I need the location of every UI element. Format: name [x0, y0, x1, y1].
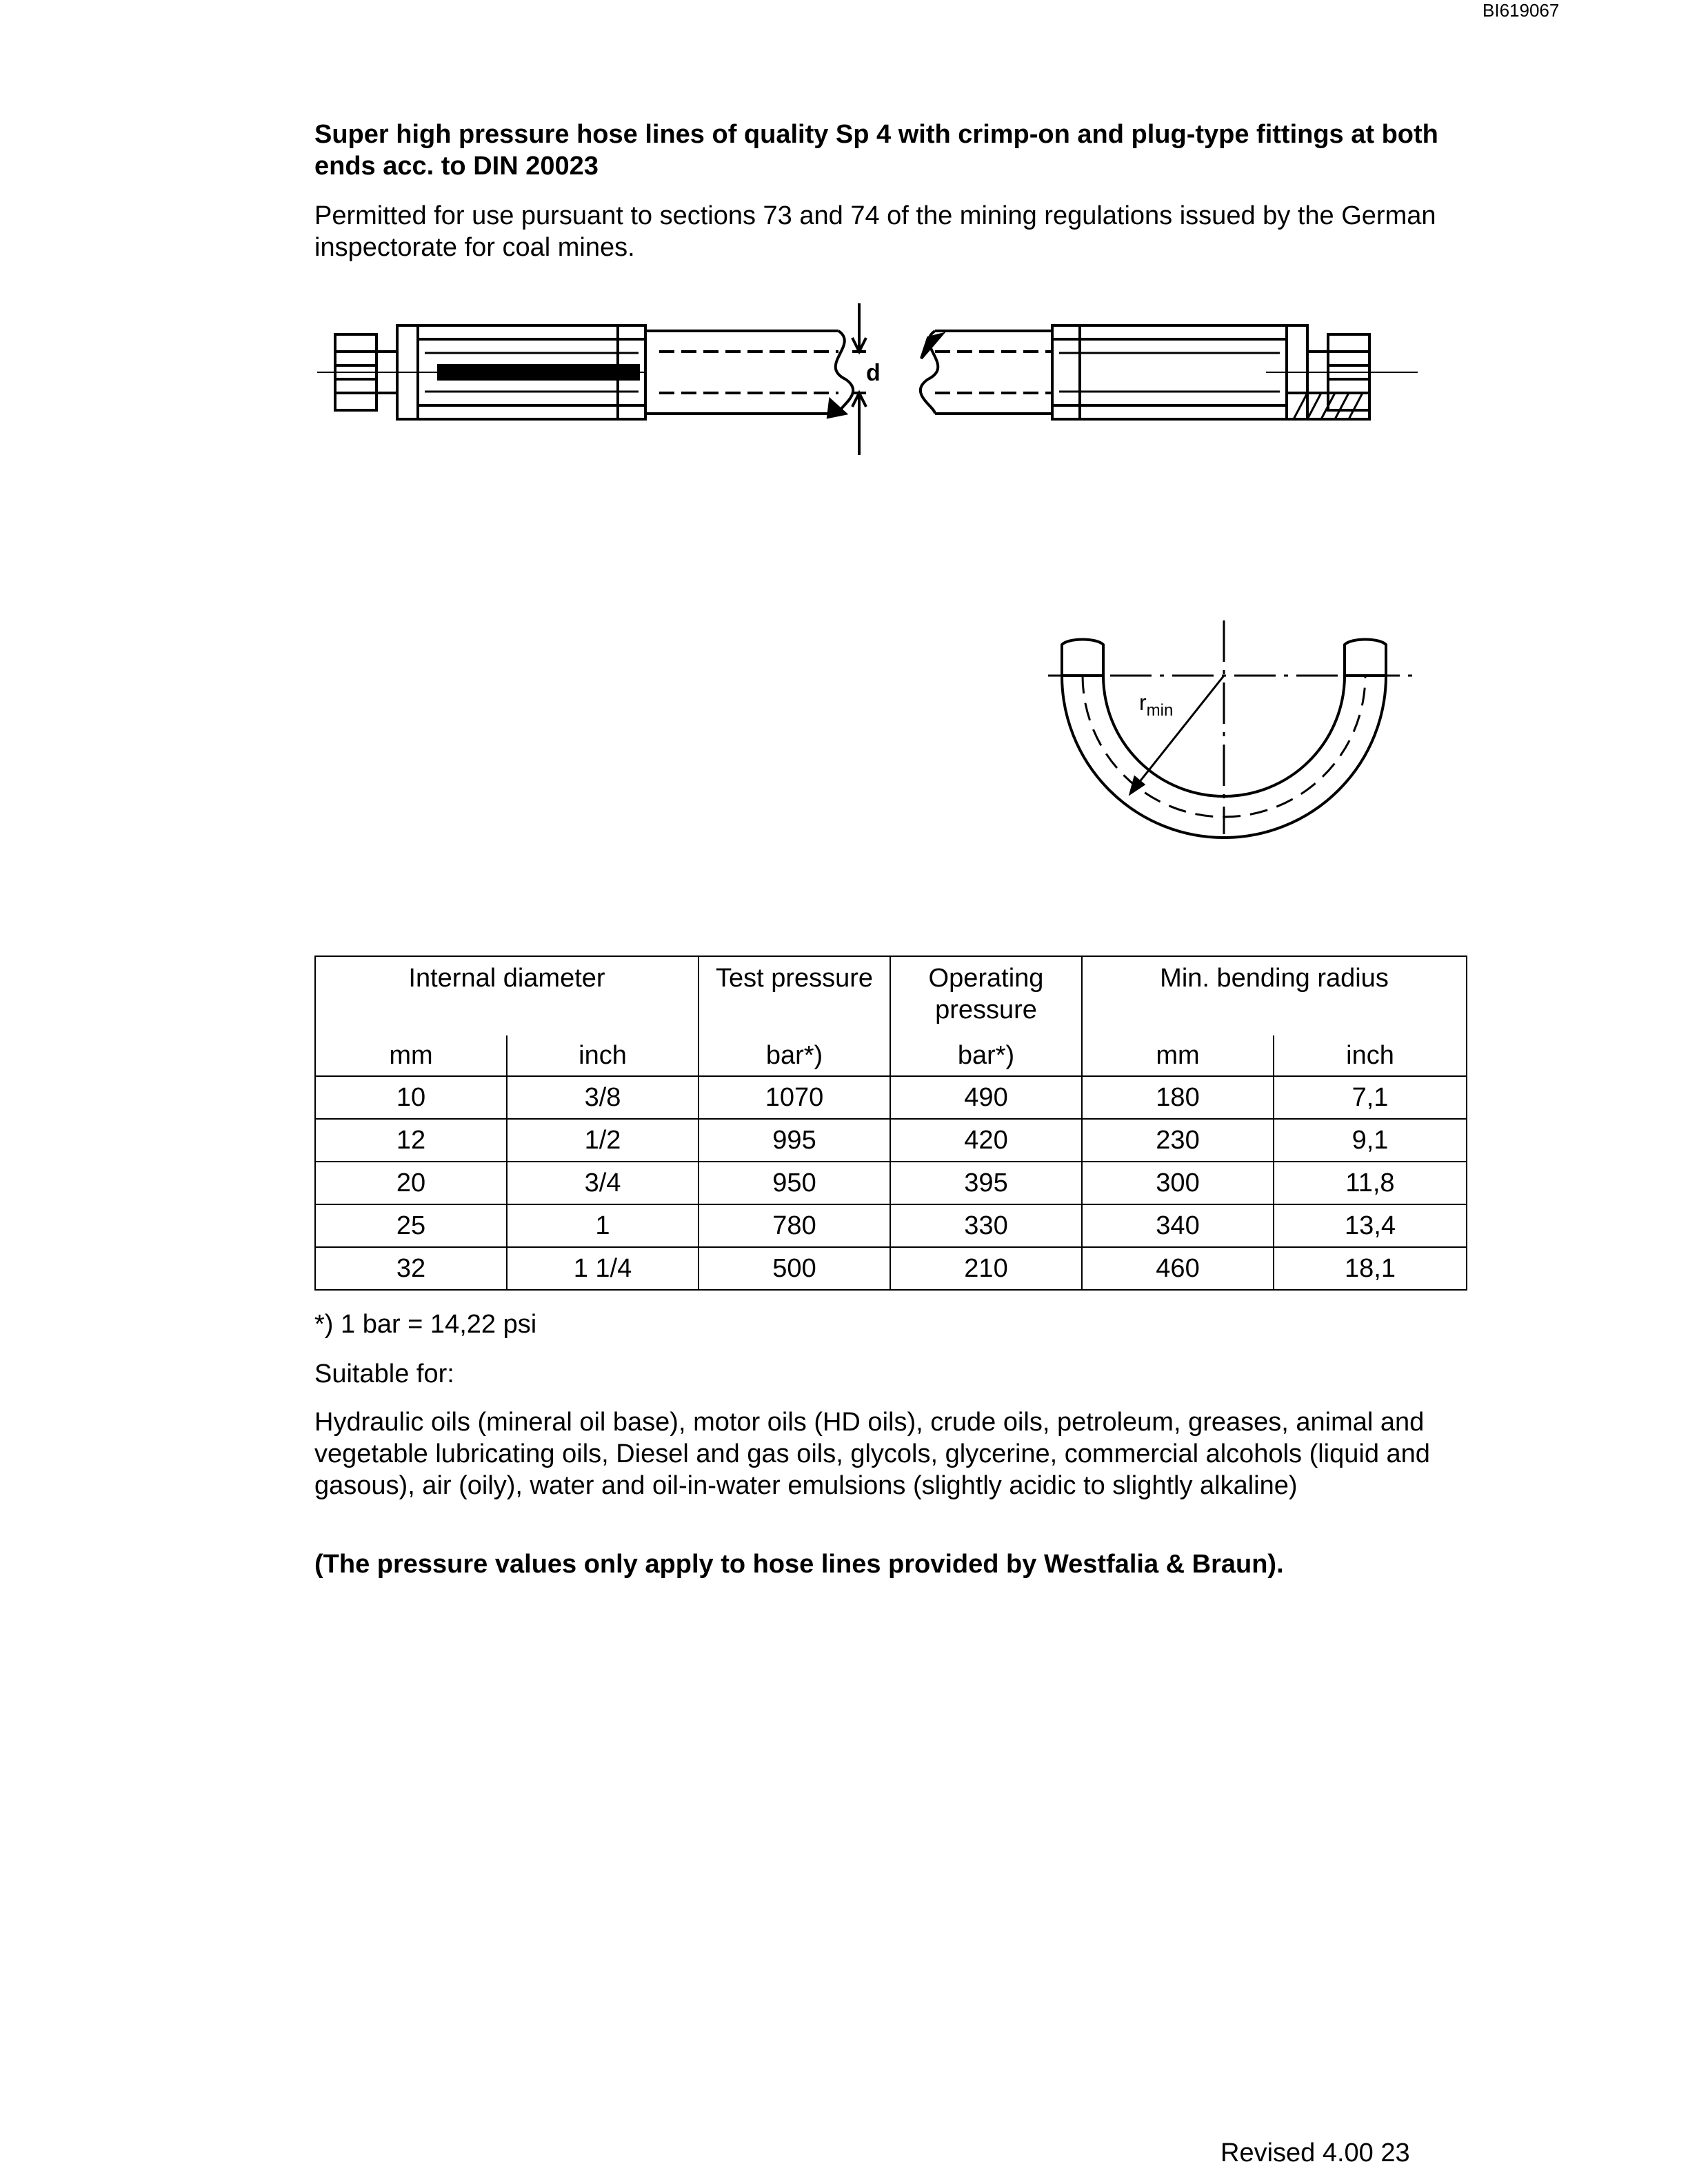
table-cell: 1070	[699, 1076, 890, 1119]
table-cell: 3/4	[507, 1162, 699, 1204]
header-min-bending-radius: Min. bending radius	[1082, 956, 1467, 1035]
table-cell: 460	[1082, 1247, 1274, 1290]
table-cell: 12	[315, 1119, 507, 1162]
unit-header: inch	[507, 1035, 699, 1076]
unit-header: mm	[315, 1035, 507, 1076]
table-cell: 20	[315, 1162, 507, 1204]
table-cell: 25	[315, 1204, 507, 1247]
left-hose-end	[1062, 640, 1103, 676]
specification-table	[314, 956, 1467, 1291]
table-row	[315, 1076, 1467, 1119]
table-cell: 950	[699, 1162, 890, 1204]
table-cell: 7,1	[1274, 1076, 1467, 1119]
header-operating-pressure: Operating pressure	[890, 956, 1082, 1035]
table-cell: 330	[890, 1204, 1082, 1247]
table-cell: 10	[315, 1076, 507, 1119]
table-cell: 995	[699, 1119, 890, 1162]
right-hose-end	[1345, 640, 1386, 676]
table-cell: 1	[507, 1204, 699, 1247]
radius-label: $r_{min}$	[1139, 690, 1174, 720]
table-row	[315, 1247, 1467, 1290]
document-id: BI619067	[1483, 0, 1560, 21]
table-cell: 490	[890, 1076, 1082, 1119]
unit-header: bar*)	[699, 1035, 890, 1076]
suitable-heading: Suitable for:	[314, 1359, 454, 1388]
table-cell: 340	[1082, 1204, 1274, 1247]
table-cell: 13,4	[1274, 1204, 1467, 1247]
table-cell: 1/2	[507, 1119, 699, 1162]
table-row	[315, 1162, 1467, 1204]
table-cell: 32	[315, 1247, 507, 1290]
table-cell: 9,1	[1274, 1119, 1467, 1162]
header-test-pressure: Test pressure	[699, 956, 890, 1035]
table-cell: 420	[890, 1119, 1082, 1162]
table-cell: 1 1/4	[507, 1247, 699, 1290]
suitable-text: Hydraulic oils (mineral oil base), motor oils (HD oils), crude oils, petroleum, greases, animal and vegetable lubricating oils, Diesel and gas oils, glycols, glycerine, commercial alcohols (liquid and gasous), air (oily), water and oil-in-water emulsions (slightly acidic to slightly alkaline)	[314, 1408, 1430, 1500]
table-cell: 180	[1082, 1076, 1274, 1119]
table-row	[315, 1204, 1467, 1247]
unit-header: inch	[1274, 1035, 1467, 1076]
table-cell: 300	[1082, 1162, 1274, 1204]
unit-header: bar*)	[890, 1035, 1082, 1076]
table-cell: 230	[1082, 1119, 1274, 1162]
footnote: *) 1 bar = 14,22 psi	[314, 1310, 537, 1339]
page-title: Super high pressure hose lines of quality Sp 4 with crimp-on and plug-type fittings at both ends acc. to DIN 20023	[314, 120, 1438, 181]
header-internal-diameter: Internal diameter	[315, 956, 699, 1035]
hose-line-drawing	[314, 296, 1445, 476]
table-cell: 780	[699, 1204, 890, 1247]
table-cell: 210	[890, 1247, 1082, 1290]
table-row	[315, 1119, 1467, 1162]
intro-paragraph: Permitted for use pursuant to sections 73 and 74 of the mining regulations issued by the German inspectorate for coal mines.	[314, 201, 1436, 262]
table-cell: 11,8	[1274, 1162, 1467, 1204]
table-cell: 500	[699, 1247, 890, 1290]
diameter-label: d	[866, 360, 881, 386]
pressure-note: (The pressure values only apply to hose lines provided by Westfalia & Braun).	[314, 1550, 1284, 1579]
footer-revision: Revised 4.00 23	[1220, 2138, 1410, 2167]
table-cell: 395	[890, 1162, 1082, 1204]
unit-header: mm	[1082, 1035, 1274, 1076]
table-cell: 18,1	[1274, 1247, 1467, 1290]
table-cell: 3/8	[507, 1076, 699, 1119]
bending-radius-drawing	[1034, 614, 1434, 848]
